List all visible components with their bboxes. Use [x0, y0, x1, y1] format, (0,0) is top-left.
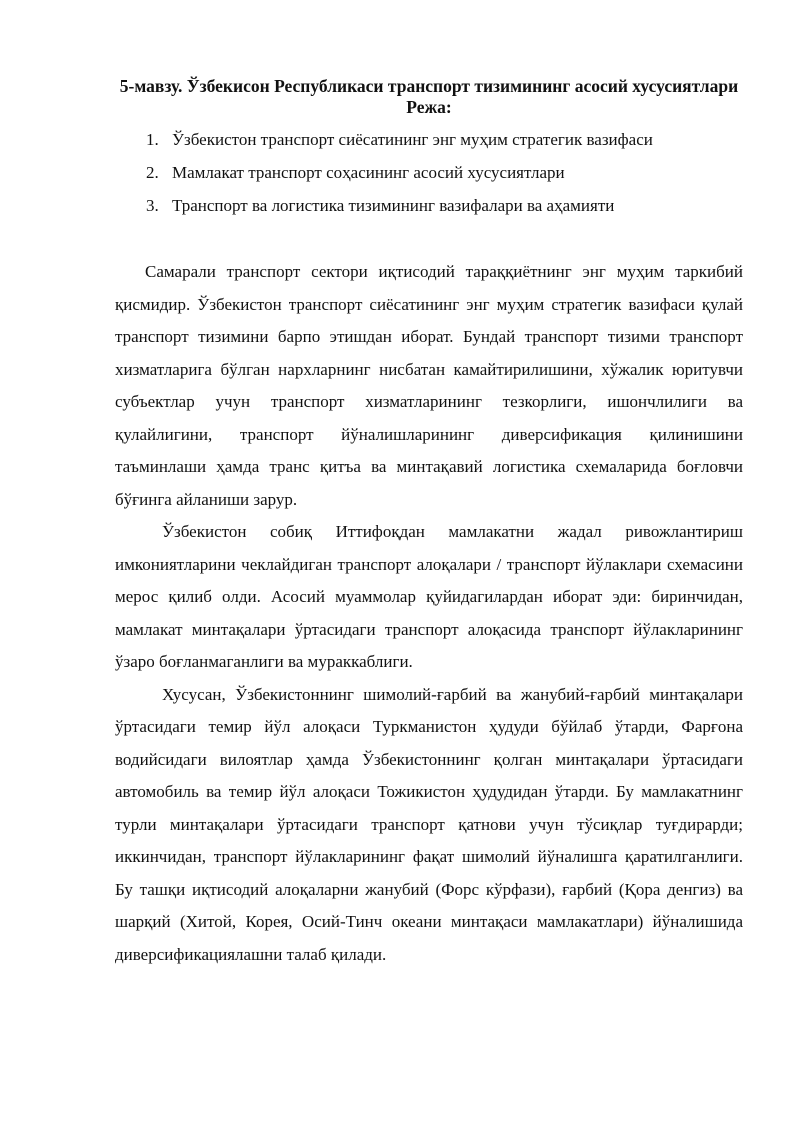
plan-item [146, 123, 743, 156]
plan-item-number: 2. [146, 163, 159, 182]
plan-item-text: Транспорт ва логистика тизимининг вазифалари ва аҳамияти [172, 196, 615, 215]
body-paragraph: Самарали транспорт сектори иқтисодий тараққиётнинг энг муҳим таркибий қисмидир. Ўзбекистон транспорт сиёсатининг энг муҳим стратегик вазифаси қулай транспорт тизимини барпо этишдан иборат. Бундай транспорт тизими транспорт хизматларига бўлган нархларнинг нисбатан камайтирилишини, хўжалик юритувчи субъектлар учун транспорт хизматларининг тезкорлиги, ишончлилиги ва қулайлигини, транспорт йўналишларининг диверсификация қилинишини таъминлаши ҳамда транс қитъа ва минтақавий логистика схемаларида боғловчи бўғинга айланиши зарур. [115, 262, 743, 509]
body-paragraph: Ўзбекистон собиқ Иттифоқдан мамлакатни жадал ривожлантириш имкониятларини чеклайдиган транспорт алоқалари / транспорт йўлаклари схемасини мерос қилиб олди. Асосий муаммолар қуйидагилардан иборат эди: биринчидан, мамлакат минтақалари ўртасидаги транспорт алоқасида транспорт йўлакларининг ўзаро боғланмаганлиги ва мураккаблиги. [115, 522, 743, 671]
plan-heading: Режа: [406, 97, 452, 117]
plan-item-number: 1. [146, 130, 159, 149]
plan-item-text: Мамлакат транспорт соҳасининг асосий хусусиятлари [172, 163, 565, 182]
plan-item [146, 189, 743, 222]
plan-list [115, 123, 743, 222]
plan-item-text: Ўзбекистон транспорт сиёсатининг энг муҳим стратегик вазифаси [172, 130, 653, 149]
plan-item-number: 3. [146, 196, 159, 215]
document-title: 5-мавзу. Ўзбекисон Республикаси транспорт тизимининг асосий хусусиятлари [119, 76, 739, 96]
body-paragraph: Хусусан, Ўзбекистоннинг шимолий-ғарбий ва жанубий-ғарбий минтақалари ўртасидаги темир йўл алоқаси Туркманистон ҳудуди бўйлаб ўтарди, Фарғона водийсидаги вилоятлар ҳамда Ўзбекистоннинг қолган минтақалари ўртасидаги автомобиль ва темир йўл алоқаси Тожикистон ҳудудидан ўтарди. Бу мамлакатнинг турли минтақалари ўртасидаги транспорт қатнови учун тўсиқлар туғдирарди; иккинчидан, транспорт йўлакларининг фақат шимолий йўналишга қаратилганлиги. Бу ташқи иқтисодий алоқаларни жанубий (Форс кўрфази), ғарбий (Қора денгиз) ва шарқий (Хитой, Корея, Осий-Тинч океани минтақаси мамлакатлари) йўналишида диверсификациялашни талаб қилади. [115, 684, 743, 964]
plan-item [146, 156, 743, 189]
